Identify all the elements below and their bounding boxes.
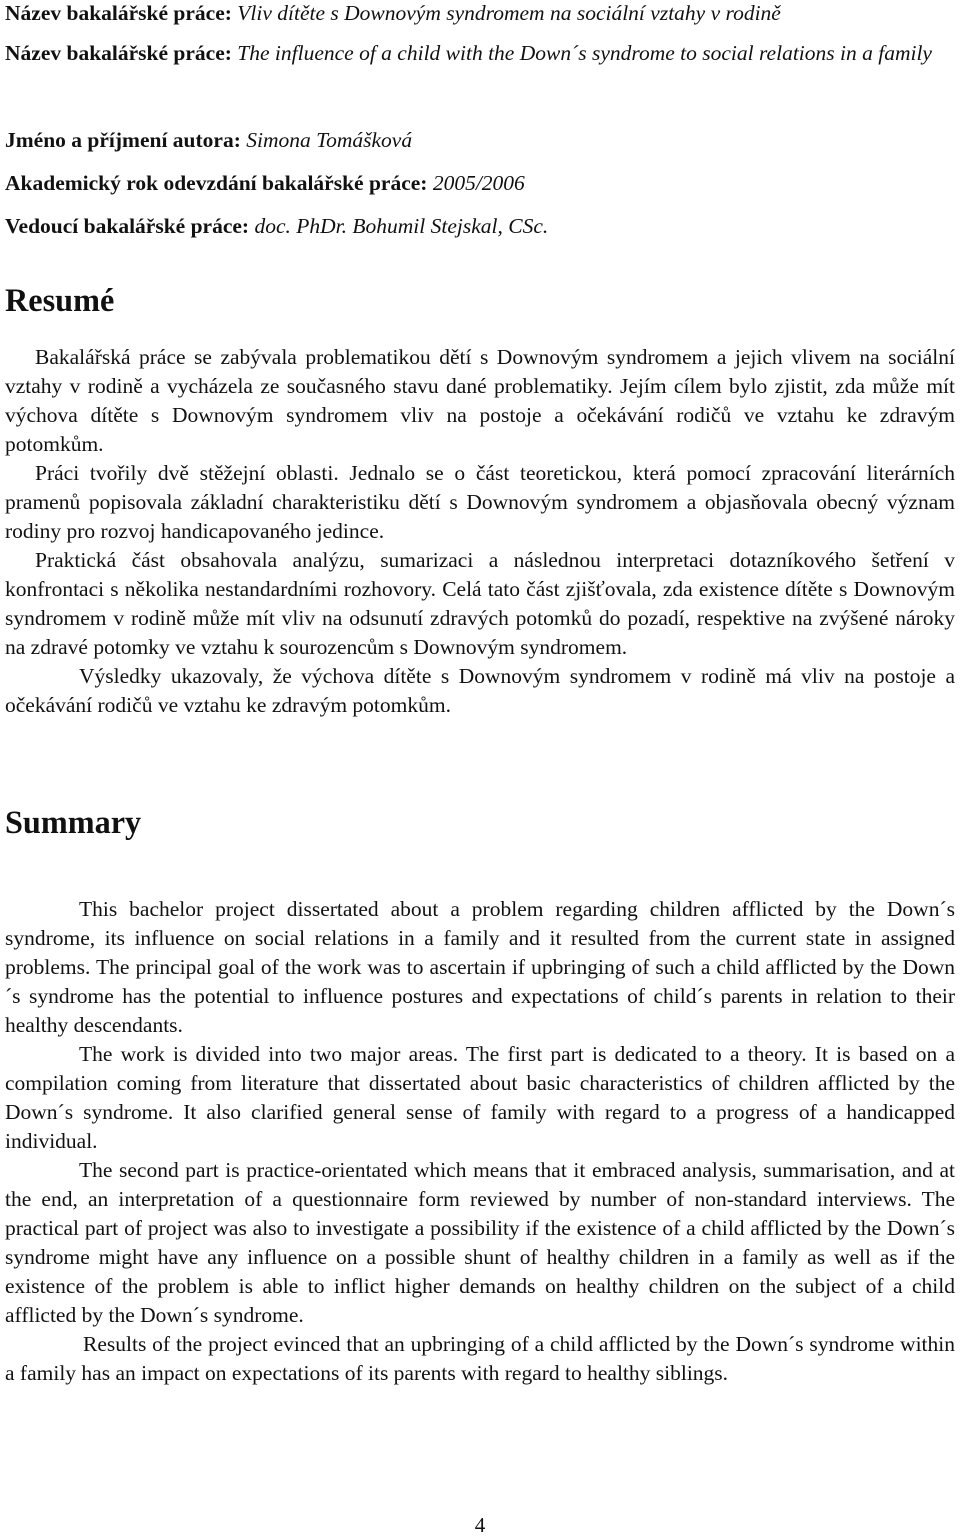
meta-label: Akademický rok odevzdání bakalářské práce: (5, 171, 428, 195)
resume-paragraph: Bakalářská práce se zabývala problematikou dětí s Downovým syndromem a jejich vlivem na sociální vztahy v rodině a vycházela ze současného stavu dané problematiky. Jejím cílem bylo zjistit, zda může mít výchova dítěte s Downovým syndromem vliv na postoje a očekávání rodičů ve vztahu ke zdravým potomkům. (5, 345, 955, 456)
summary-body (5, 895, 955, 1388)
resume-paragraph: Praktická část obsahovala analýzu, sumarizaci a následnou interpretaci dotazníkového šetření v konfrontaci s několika nestandardními rozhovory. Celá tato část zjišťovala, zda existence dítěte s Downovým syndromem v rodině může mít vliv na odsunutí zdravých potomků do pozadí, respektive na zvýšené nároky na zdravé potomky ve vztahu k sourozencům s Downovým syndromem. (5, 548, 955, 659)
meta-value: Simona Tomášková (246, 128, 413, 152)
thesis-title-czech (5, 0, 781, 28)
page-number: 4 (474, 1513, 486, 1537)
meta-label: Název bakalářské práce: (5, 41, 232, 65)
meta-value: 2005/2006 (432, 171, 525, 195)
summary-paragraph: Results of the project evinced that an upbringing of a child afflicted by the Down´s syndrome within a family has an impact on expectations of its parents with regard to healthy siblings. (5, 1332, 955, 1385)
academic-year (5, 169, 525, 198)
meta-label: Název bakalářské práce: (5, 1, 232, 25)
meta-label: Vedoucí bakalářské práce: (5, 214, 250, 238)
resume-body (5, 343, 955, 720)
thesis-title-english (5, 39, 955, 68)
summary-heading: Summary (5, 804, 142, 840)
resume-paragraph: Práci tvořily dvě stěžejní oblasti. Jednalo se o část teoretickou, která pomocí zpracování literárních pramenů popisovala základní charakteristiku dětí s Downovým syndromem a objasňovala obecný význam rodiny pro rozvoj handicapovaného jedince. (5, 461, 955, 543)
author-name (5, 126, 412, 155)
meta-value: Vliv dítěte s Downovým syndromem na sociální vztahy v rodině (237, 1, 781, 25)
resume-paragraph: Výsledky ukazovaly, že výchova dítěte s Downovým syndromem v rodině má vliv na postoje a očekávání rodičů ve vztahu ke zdravým potomkům. (5, 664, 955, 717)
meta-value: doc. PhDr. Bohumil Stejskal, CSc. (254, 214, 549, 238)
resume-heading: Resumé (5, 282, 115, 318)
summary-paragraph: The work is divided into two major areas. The first part is dedicated to a theory. It is based on a compilation coming from literature that dissertated about basic characteristics of children afflicted by the Down´s syndrome. It also clarified general sense of family with regard to a progress of a handicapped individual. (5, 1042, 955, 1153)
meta-value: The influence of a child with the Down´s syndrome to social relations in a family (237, 41, 932, 65)
meta-label: Jméno a příjmení autora: (5, 128, 241, 152)
summary-paragraph: The second part is practice-orientated which means that it embraced analysis, summarisation, and at the end, an interpretation of a questionnaire form reviewed by number of non-standard interviews. The practical part of project was also to investigate a possibility if the existence of a child afflicted by the Down´s syndrome might have any influence on a possible shunt of healthy children in a family as well as if the existence of the problem is able to inflict higher demands on healthy children on the subject of a child afflicted by the Down´s syndrome. (5, 1158, 955, 1327)
supervisor (5, 212, 548, 241)
summary-paragraph: This bachelor project dissertated about a problem regarding children afflicted by the Down´s syndrome, its influence on social relations in a family and it resulted from the current state in assigned problems. The principal goal of the work was to ascertain if upbringing of such a child afflicted by the Down´s syndrome has the potential to influence postures and expectations of child´s parents in relation to their healthy descendants. (5, 897, 955, 1037)
